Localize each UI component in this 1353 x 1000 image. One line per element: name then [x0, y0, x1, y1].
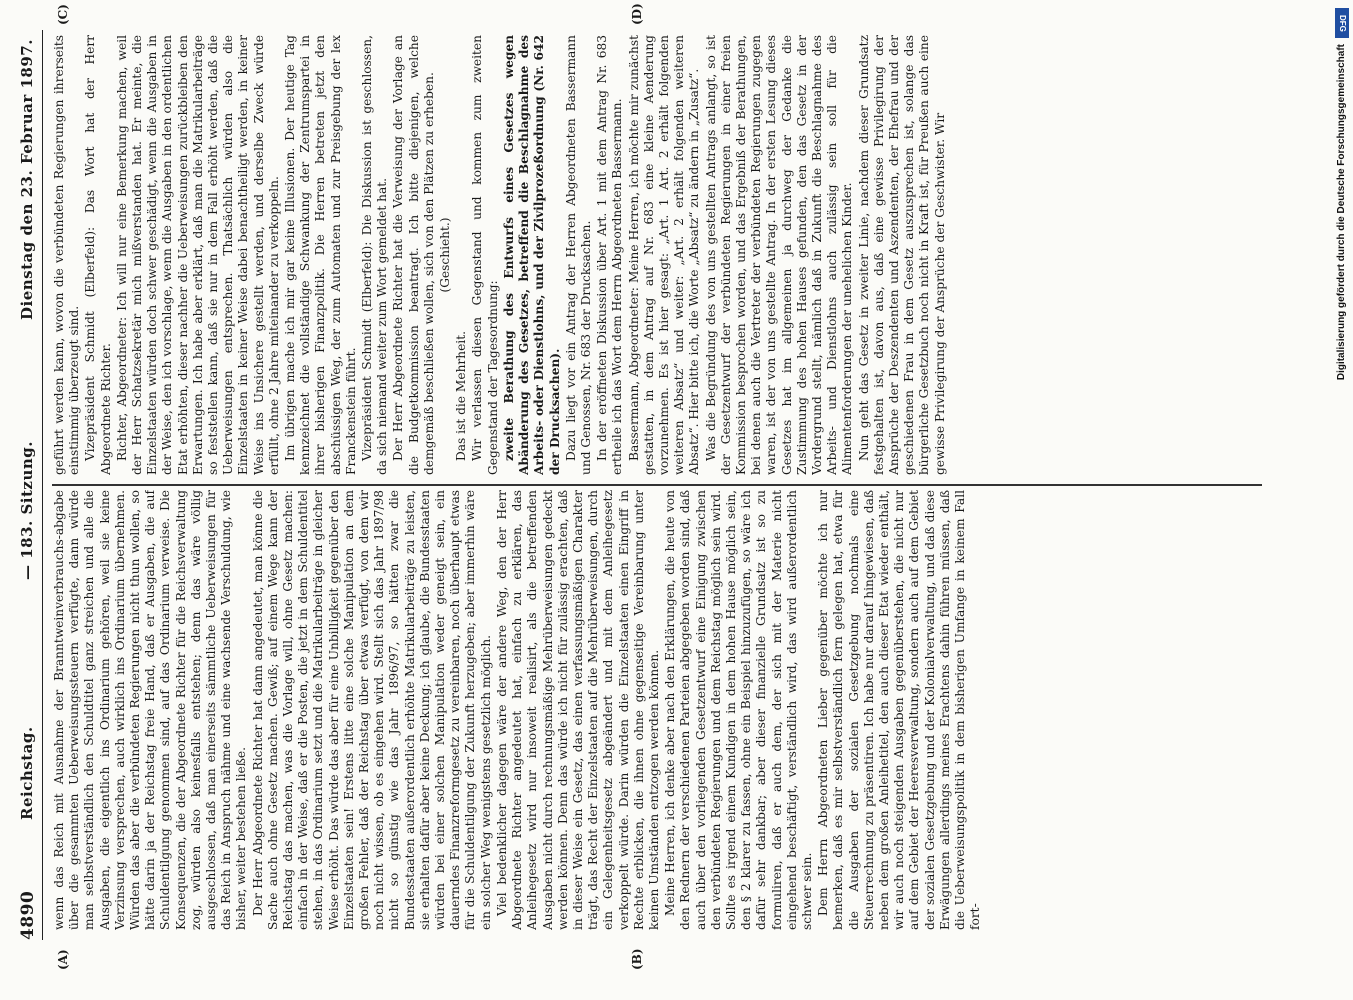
left-paragraph: Viel bedenklicher dagegen wäre der andere Weg, den der Herr Abgeordnete Richter angedeutet hat, einfach zu erklären, das Anleihegesetz wird nur insoweit realisirt, als die betreffenden Ausgaben nicht durch rechnungsmäßige Mehrüberweisungen gedeckt werden können. Denn das würde ich nicht für zulässig erachten, daß in dieser Weise ein Gesetz, das einen verfassungsmäßigen Charakter trägt, das Recht der Einzelstaaten auf die Mehrüberweisungen, durch ein Gelegenheitsgesetz abgeändert und mit dem Anleihegesetz verkoppelt würde. Darin würden die Einzelstaaten einen Eingriff in Rechte erblicken, die ihnen ohne gegenseitige Vereinbarung unter keinen Umständen entzogen werden können.	[494, 490, 661, 930]
right-paragraph: Nun geht das Gesetz in zweiter Linie, nachdem dieser Grundsatz festgehalten ist, davon aus, daß eine gewisse Privilegirung der Ansprüche der Deszendenten und Aszendenten, der Ehefrau und der geschiedenen Frau in dem Gesetz auszusprechen ist, solange das bürgerliche Gesetzbuch noch nicht in Kraft ist, für Preußen auch eine gewisse Privilegirung der Ansprüche der Geschwister. Wir	[856, 35, 947, 475]
right-paragraph: In der eröffneten Diskussion über Art. 1 mit dem Antrag Nr. 683 ertheile ich das Wort dem Herrn Abgeordneten Bassermann.	[595, 35, 625, 475]
margin-marker-d: (D)	[630, 3, 644, 25]
right-paragraph: Das ist die Mehrheit.	[454, 331, 469, 461]
right-paragraph: (Geschieht.)	[438, 217, 453, 293]
margin-marker-b: (B)	[630, 948, 644, 970]
left-paragraph: Dem Herrn Abgeordneten Lieber gegenüber möchte ich nur bemerken, daß es mir selbstverständlich fern gelegen hat, etwa für die Ausgaben der sozialen Gesetzgebung nochmals eine Steuerrechnung zu präsentiren. Ich habe nur darauf hingewiesen, daß neben dem großen Anleihetitel, den auch dieser Etat wieder enthält, wir auch noch steigenden Ausgaben gegenüberstehen, die nicht nur auf dem Gebiet der Heeresverwaltung, sondern auch auf dem Gebiet der sozialen Gesetzgebung und der Kolonialverwaltung, und daß diese Erwägungen allerdings meines Erachtens dahin führen müssen, daß die Ueberweisungspolitik in dem bisherigen Umfange in keinem Fall fort-	[816, 490, 983, 930]
running-head-right: Dienstag den 23. Februar 1897.	[18, 39, 36, 320]
right-column	[52, 35, 1262, 475]
right-paragraph: Richter, Abgeordneter: Ich will nur eine Bemerkung machen, weil der Herr Schatzsekretär mich mißverstanden hat. Er meinte, die Einzelstaaten würden doch schwer geschädigt, wenn die Ausgaben in der Weise, den ich vorschlage, wenn die Ausgaben in den ordentlichen Etat erhöhten, dieser nachher die Ueberweisungen zurückbleiben den Erwartungen. Ich habe aber erklärt, daß man die Matrikularbeiträge so feststellen kann, daß sie nur in dem Fall erhöht werden, daß die Ueberweisungen entsprechen. Thatsächlich würden also die Einzelstaaten in keiner Weise dabei benachtheiligt werden, in keiner Weise ins Unsichere gestellt werden, und derselbe Zweck würde erfüllt, ohne 2 Jahre miteinander zu verkoppeln.	[114, 35, 281, 475]
running-head	[18, 30, 43, 940]
column-divider	[52, 485, 1262, 487]
right-paragraph: Der Herr Abgeordnete Richter hat die Verweisung der Vorlage an die Budgetkommission beantragt. Ich bitte diejenigen, welche demgemäß beschließen wollen, sich von den Plätzen zu erheben.	[391, 35, 436, 475]
margin-marker-c: (C)	[56, 4, 70, 25]
right-paragraph: Wir verlassen diesen Gegenstand und kommen zum zweiten Gegenstand der Tagesordnung:	[470, 35, 500, 475]
dfg-logo: DFG	[1335, 8, 1349, 38]
left-paragraph: wenn das Reich mit Ausnahme der Branntweinverbrauchs-abgabe über die gesammten Ueberweisungssteuern verfügte, dann würde man selbstverständlich den Schuldtitel ganz streichen und alle die Ausgaben, die eigentlich ins Ordinarium gehören, weil sie keine Verzinsung versprechen, auch wirklich ins Ordinarium übernehmen. Würden das aber die verbündeten Regierungen nicht thun wollen, so hätte darin ja der Reichstag freie Hand, daß er Ausgaben, die auf Schuldentilgung genommen sind, auf das Ordinarium verweise. Die Konsequenzen, die der Abgeordnete Richter für die Reichsverwaltung zog, würden also keinesfalls entstehen; denn das wäre völlig ausgeschlossen, daß man einerseits sämmtliche Ueberweisungen für das Reich in Anspruch nähme und eine wachsende Verschuldung, wie bisher, weiter bestehen ließe.	[52, 490, 249, 930]
page-number: 4890	[18, 890, 38, 940]
agenda-item-heading: zweite Berathung des Entwurfs eines Gesetzes wegen Abänderung des Gesetzes, betreffend die Beschlagnahme des Arbeits- oder Dienstlohns, und der Zivilprozeßordnung (Nr. 642 der Drucksachen).	[501, 35, 562, 475]
right-paragraph: Vizepräsident Schmidt (Elberfeld): Das Wort hat der Herr Abgeordnete Richter.	[83, 35, 113, 475]
left-paragraph: Der Herr Abgeordnete Richter hat dann angedeutet, man könne die Sache auch ohne Gesetz machen. Gewiß; auf einem Wege kann der Reichstag das machen, was die Vorlage will, ohne Gesetz machen: einfach in der Weise, daß er die Posten, die jetzt in dem Schuldentitel stehen, in das Ordinarium setzt und die Matrikularbeiträge in gleicher Weise erhöht. Das würde das aber für eine Unbilligkeit gegenüber den Einzelstaaten sein! Erstens litte eine solche Manipulation an dem großen Fehler, daß der Reichstag über etwas verfügt, von dem wir noch nicht wissen, ob es eingehen wird. Stellt sich das Jahr 1897/98 nicht so günstig wie das Jahr 1896/97, so hätten zwar die Bundesstaaten außerordentlich erhöhte Matrikularbeiträge zu leisten, sie erhalten dafür aber keine Deckung; ich glaube, die Bundesstaaten würden bei einer solchen Manipulation weder geneigt sein, ein dauerndes Finanzreformgesetz zu vereinbaren, noch überhaupt etwas für die Schuldentilgung der Zukunft herzugeben; aber immerhin wäre ein solcher Weg wenigstens gesetzlich möglich.	[250, 490, 493, 930]
left-column	[52, 490, 1262, 930]
right-paragraph: geführt werden kann, wovon die verbündeten Regierungen ihrerseits einstimmig überzeugt sind.	[52, 35, 82, 475]
running-head-center: — 183. Sitzung.	[18, 441, 36, 580]
left-paragraph: Meine Herren, ich denke aber nach den Erklärungen, die heute von den Rednern der verschiedenen Parteien abgegeben worden sind, daß auch über den vorliegenden Gesetzentwurf eine Einigung zwischen den verbündeten Regierungen und dem Reichstag möglich sein wird. Sollte es irgend einem Kundigen in dem hohen Hause möglich sein, den § 2 klarer zu fassen, ohne ein Beispiel hinzuzufügen, so wäre ich dafür sehr dankbar; aber dieser finanzielle Grundsatz ist so zu formuliren, daß er auch dem, der sich mit der Materie nicht eingehend beschäftigt, verständlich wird, das wird außerordentlich schwer sein.	[663, 490, 814, 930]
right-paragraph: Im übrigen mache ich mir gar keine Illusionen. Der heutige Tag kennzeichnet die vollständige Schwankung der Zentrumspartei in ihrer bisherigen Finanzpolitik. Die Herren betreten jetzt den abschüssigen Weg, der zum Automaten und zur Preisgebung der lex Franckenstein führt.	[283, 35, 358, 475]
running-head-left: Reichstag.	[18, 726, 36, 820]
right-paragraph: Was die Begründung des von uns gestellten Antrags anlangt, so ist der Gesetzentwurf der verbündeten Regierungen in einer freien Kommission besprochen worden, und das Ergebniß der Berathungen, bei denen auch die Vertreter der verbündeten Regierungen zugegen waren, ist der von uns gestellte Antrag. In der ersten Lesung dieses Gesetzes hat im allgemeinen ja durchweg der Gedanke die Zustimmung des hohen Hauses gefunden, den das Gesetz in der Vordergrund stellt, nämlich daß in Zukunft die Beschlagnahme des Arbeits- und Dienstlohns auch zulässig sein soll für die Alimentenforderungen der unehelichen Kinder.	[703, 35, 855, 475]
right-paragraph: Dazu liegt vor ein Antrag der Herren Abgeordneten Bassermann und Genossen, Nr. 683 der Drucksachen.	[563, 35, 593, 475]
right-paragraph: Bassermann, Abgeordneter: Meine Herren, ich möchte mir zunächst gestatten, in dem Antrag auf Nr. 683 eine kleine Aenderung vorzunehmen. Es ist hier gesagt: „Art. 1 Art. 2 erhält folgenden weiteren Absatz“ und weiter: „Art. 2 erhält folgenden weiteren Absatz“. Hier bitte ich, die Worte „Absatz“ zu ändern in „Zusatz“.	[626, 35, 702, 475]
digitization-note: Digitalisierung gefördert durch die Deutsche Forschungsgemeinschaft	[1336, 44, 1347, 381]
margin-marker-a: (A)	[56, 949, 70, 970]
right-paragraph: Vizepräsident Schmidt (Elberfeld): Die Diskussion ist geschlossen, da sich niemand weiter zum Wort gemeldet hat.	[360, 35, 390, 475]
